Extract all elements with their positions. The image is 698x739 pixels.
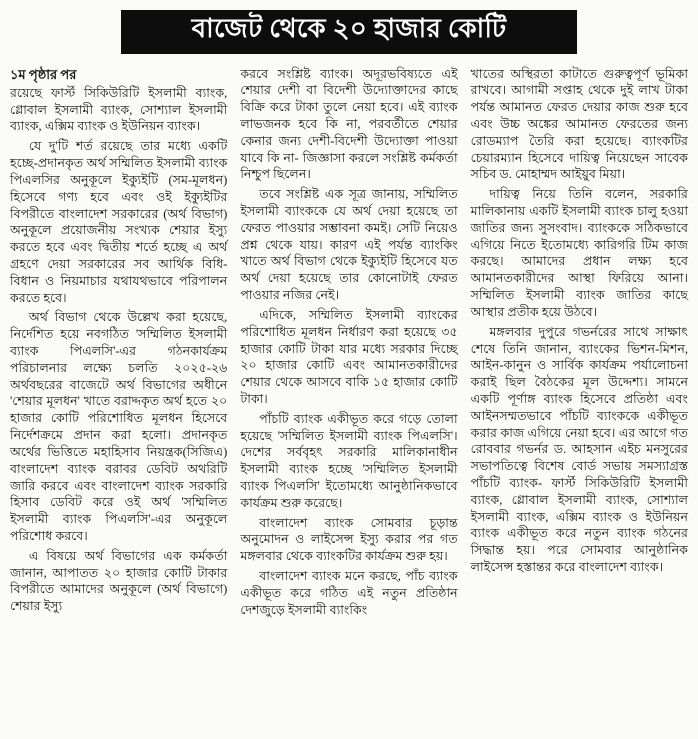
article-body	[10, 66, 688, 622]
article-paragraph: তবে সংশ্লিষ্ট এক সূত্র জানায়, সম্মিলিত ইসলামী ব্যাংককে যে অর্থ দেয়া হয়েছে তা ফেরত পাওয়ার সম্ভাবনা কমই। সেটি নিয়েও প্রশ্ন থেকে যায়। কারণ এই পর্যন্ত ব্যাংকিং খাতে অর্থ বিভাগ থেকে ইক্যুইটি হিসেবে যত অর্থ দেয়া হয়েছে তার কোনোটাই ফেরত পাওয়ার নজির নেই।	[240, 187, 458, 303]
article-paragraph: যে দু'টি শর্ত রয়েছে তার মধ্যে একটি হচ্ছে-প্রদানকৃত অর্থ সম্মিলিত ইসলামী ব্যাংক পিএলসির অনুকূলে ইক্যুইটি (সম-মূলধন) হিসেবে গণ্য হবে এবং ওই ইক্যুইটির বিপরীতে বাংলাদেশ সরকারের (অর্থ বিভাগ) অনুকূলে প্রয়োজনীয় সংখ্যক শেয়ার ইস্যু করতে হবে এবং দ্বিতীয় শর্তে হচ্ছে এ অর্থ গ্রহণে দেয়া সরকারের সব আর্থিক বিধি-বিধান ও নিয়মাচার যথাযথভাবে পরিপালন করতে হবে।	[10, 139, 228, 305]
continuation-note: ১ম পৃষ্ঠার পর	[10, 66, 77, 82]
article-paragraph: এ বিষয়ে অর্থ বিভাগের এক কর্মকর্তা জানান, আপাতত ২০ হাজার কোটি টাকার বিপরীতে আমাদের অনুকূলে (অর্থ বিভাগে) শেয়ার ইস্যু	[10, 548, 228, 614]
article-column-3	[471, 66, 688, 622]
article-paragraph: করবে সংশ্লিষ্ট ব্যাংক। অদূরভবিষ্যতে এই শেয়ার দেশী বা বিদেশী উদ্যোক্তাদের কাছে বিক্রি করে টাকা তুলে নেয়া হবে। এই ব্যাংক লাভজনক হবে কি না, পরবর্তীতে শেয়ার কেনার জন্য দেশী-বিদেশী উদ্যোক্তা পাওয়া যাবে কি না- জিজ্ঞাসা করলে সংশ্লিষ্ট কর্মকর্তা নিশ্চুপ ছিলেন।	[240, 66, 458, 182]
article-paragraph: খাতের অস্থিরতা কাটাতে গুরুত্বপূর্ণ ভূমিকা রাখবে। আগামী সপ্তাহ থেকে দুই লাখ টাকা পর্যন্ত আমানত ফেরত দেয়ার কাজ শুরু হবে এবং উচ্চ অঙ্কের আমানত ফেরতের জন্য রোডম্যাপ তৈরি করা হয়েছে। ব্যাংকটির চেয়ারম্যান হিসেবে দায়িত্ব নিয়েছেন সাবেক সচিব ড. মোহাম্মদ আইয়ুব মিয়া।	[470, 66, 688, 182]
article-paragraph: পাঁচটি ব্যাংক একীভূত করে গড়ে তোলা হয়েছে 'সম্মিলিত ইসলামী ব্যাংক পিএলসি'। দেশের সর্ববৃহৎ সরকারি মালিকানাধীন ইসলামী ব্যাংক হচ্ছে 'সম্মিলিত ইসলামী ব্যাংক পিএলসি' ইতোমধ্যে আনুষ্ঠানিকভাবে কার্যক্রম শুরু করেছে।	[240, 411, 458, 510]
headline-bar	[121, 10, 577, 54]
column-3-paragraphs	[471, 66, 688, 576]
article-paragraph: রয়েছে ফার্স্ট সিকিউরিটি ইসলামী ব্যাংক, গ্লোবাল ইসলামী ব্যাংক, সোশ্যাল ইসলামী ব্যাংক, এক্সিম ব্যাংক ও ইউনিয়ন ব্যাংক।	[10, 85, 228, 134]
article-paragraph: এদিকে, সম্মিলিত ইসলামী ব্যাংকের পরিশোধিত মূলধন নির্ধারণ করা হয়েছে ৩৫ হাজার কোটি টাকা যার মধ্যে সরকার দিচ্ছে ২০ হাজার কোটি এবং আমানতকারীদের শেয়ার থেকে আসবে বাকি ১৫ হাজার কোটি টাকা।	[240, 307, 458, 406]
article-paragraph: বাংলাদেশ ব্যাংক সোমবার চূড়ান্ত অনুমোদন ও লাইসেন্স ইস্যু করার পর গত মঙ্গলবার থেকে ব্যাংকটির কার্যক্রম শুরু হয়।	[240, 515, 458, 564]
article-paragraph: মঙ্গলবার দুপুরে গভর্নরের সাথে সাক্ষাৎ শেষে তিনি জানান, ব্যাংকের ভিশন-মিশন, আইন-কানুন ও সার্বিক কার্যক্রম পর্যালোচনা করাই ছিল বৈঠকের মূল উদ্দেশ্য। সামনে একটি পূর্ণাঙ্গ ব্যাংক হিসেবে প্রতিষ্ঠা এবং আইনসম্মতভাবে পাঁচটি ব্যাংককে একীভূত করার কাজ এগিয়ে নেয়া হবে। এর আগে গত রোববার গভর্নর ড. আহসান এইচ মনসুরের সভাপতিত্বে বিশেষ বোর্ড সভায় সমস্যাগ্রস্ত পাঁচটি ব্যাংক- ফার্স্ট সিকিউরিটি ইসলামী ব্যাংক, গ্লোবাল ইসলামী ব্যাংক, সোশ্যাল ইসলামী ব্যাংক, এক্সিম ব্যাংক ও ইউনিয়ন ব্যাংক একীভূত করে নতুন ব্যাংক গঠনের সিদ্ধান্ত হয়। পরে সোমবার আনুষ্ঠানিক লাইসেন্স হস্তান্তর করে বাংলাদেশ ব্যাংক।	[470, 324, 688, 575]
column-2-paragraphs	[240, 66, 457, 619]
article-column-2	[240, 66, 457, 622]
article-paragraph: বাংলাদেশ ব্যাংক মনে করছে, পাঁচ ব্যাংক একীভূত করে গঠিত এই নতুন প্রতিষ্ঠান দেশজুড়ে ইসলামী ব্যাংকিং	[240, 569, 458, 617]
headline: বাজেট থেকে ২০ হাজার কোটি	[191, 14, 507, 43]
article-paragraph: অর্থ বিভাগ থেকে উল্লেখ করা হয়েছে, নির্দেশিত হয়ে নবগঠিত 'সম্মিলিত ইসলামী ব্যাংক পিএলসি'-এর গঠনকার্যক্রম পরিচালনার লক্ষ্যে চলতি ২০২৫-২৬ অর্থবছরের বাজেটে অর্থ বিভাগের অধীনে 'শেয়ার মূলধন' খাতে বরাদ্দকৃত অর্থ হতে ২০ হাজার কোটি পরিশোধিত মূলধন হিসেবে নির্দেশক্রমে প্রদান করা হলো। প্রদানকৃত অর্থের ভিত্তিতে মহাহিসাব নিয়ন্ত্রক(সিজিএ) বাংলাদেশ ব্যাংক বরাবর ডেবিট অথরিটি জারি করবে এবং বাংলাদেশ ব্যাংক সরকারি হিসাব ডেবিট করে ওই অর্থ 'সম্মিলিত ইসলামী ব্যাংক পিএলসি'-এর অনুকূলে পরিশোধ করবে।	[10, 310, 228, 543]
article-paragraph: দায়িত্ব নিয়ে তিনি বলেন, সরকারি মালিকানায় একটি ইসলামী ব্যাংক চালু হওয়া জাতির জন্য সুসংবাদ। ব্যাংককে সঠিকভাবে এগিয়ে নিতে ইতোমধ্যে কারিগরি টিম কাজ করছে। আমাদের প্রধান লক্ষ্য হবে আমানতকারীদের আস্থা ফিরিয়ে আনা। সম্মিলিত ইসলামী ব্যাংক জাতির কাছে আস্থার প্রতীক হয়ে উঠবে।	[470, 187, 688, 319]
article-column-1	[10, 66, 227, 622]
column-1-paragraphs	[10, 85, 227, 615]
